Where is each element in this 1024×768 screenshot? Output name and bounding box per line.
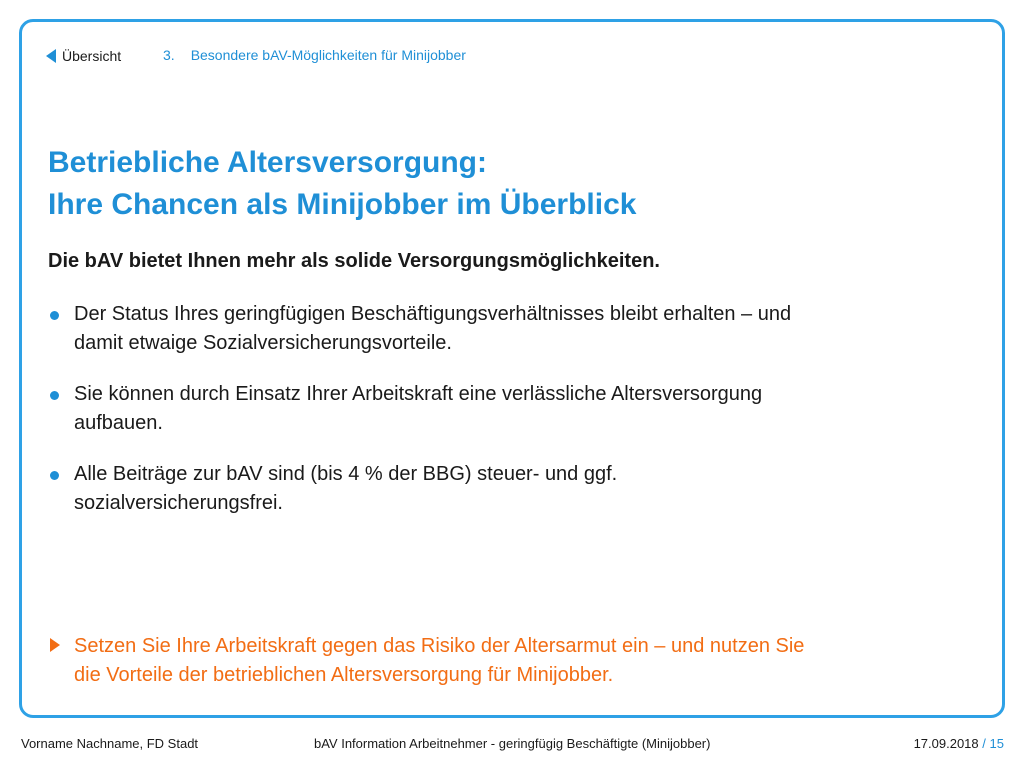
page-number: 15 [989,736,1004,751]
breadcrumb[interactable] [163,47,466,63]
footer-date: 17.09.2018 [913,736,979,751]
breadcrumb-text: Besondere bAV-Möglichkeiten für Minijobber [190,47,466,63]
footer-title: bAV Information Arbeitnehmer - geringfügig Beschäftigte (Minijobber) [314,736,711,751]
top-navigation [46,46,466,66]
dot-icon [50,471,59,480]
title-line-2: Ihre Chancen als Minijobber im Überblick [48,188,637,221]
footer-date-page [914,736,1004,751]
chevron-left-icon[interactable] [46,49,56,63]
dot-icon [50,391,59,400]
subtitle: Die bAV bietet Ihnen mehr als solide Versorgungsmöglichkeiten. [48,250,660,272]
bullet-list [48,300,978,540]
bullet-line-1: Sie können durch Einsatz Ihrer Arbeitskraft eine verlässliche Altersversorgung [74,383,763,405]
cta-line-2: die Vorteile der betrieblichen Altersversorgung für Minijobber. [74,664,614,686]
breadcrumb-number: 3. [163,47,175,63]
bullet-line-2: sozialversicherungsfrei. [74,492,283,514]
bullet-item [48,300,978,358]
dot-icon [50,311,59,320]
overview-label[interactable]: Übersicht [62,48,122,64]
overview-link[interactable] [46,48,121,64]
bullet-line-2: damit etwaige Sozialversicherungsvorteile. [74,332,452,354]
bullet-line-1: Alle Beiträge zur bAV sind (bis 4 % der BBG) steuer- und ggf. [74,463,618,485]
bullet-item [48,380,978,438]
title-line-1: Betriebliche Altersversorgung: [48,146,487,179]
bullet-line-2: aufbauen. [74,412,163,434]
cta-line-1: Setzen Sie Ihre Arbeitskraft gegen das Risiko der Altersarmut ein – und nutzen Sie [74,635,805,657]
footer-separator: / [982,736,986,751]
footer-author: Vorname Nachname, FD Stadt [21,736,199,751]
bullet-line-1: Der Status Ihres geringfügigen Beschäftigungsverhältnisses bleibt erhalten – und [74,303,792,325]
call-to-action [48,632,1004,690]
bullet-item [48,460,978,518]
triangle-right-icon [50,638,60,652]
page-title [48,142,978,226]
